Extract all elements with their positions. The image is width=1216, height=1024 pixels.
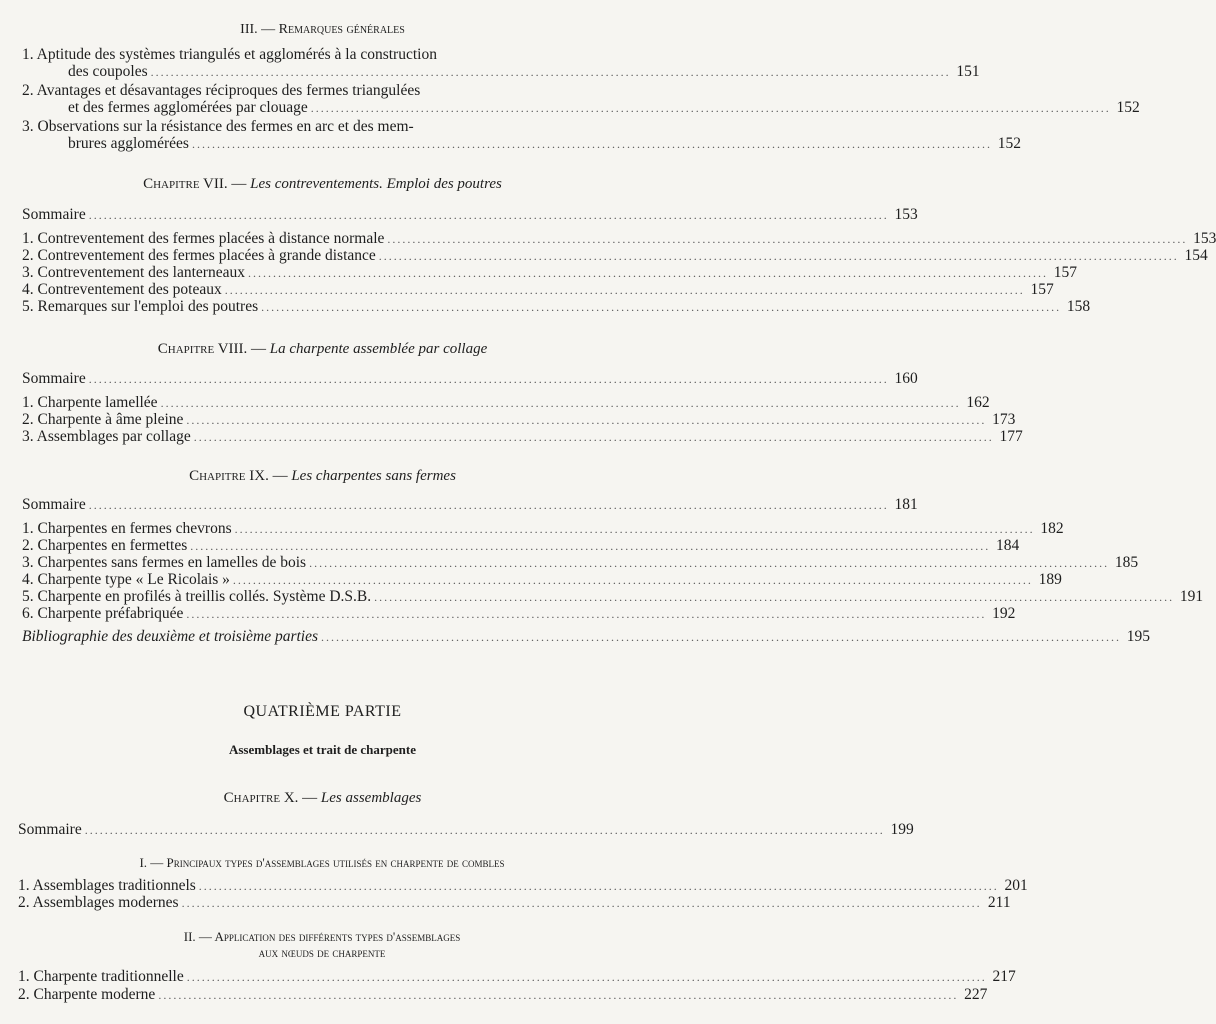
entry-label: 2. Charpentes en fermettes: [22, 537, 188, 554]
page-number: 192: [992, 605, 1016, 622]
page-number: 185: [1114, 554, 1139, 571]
part-subtitle: Assemblages et trait de charpente: [228, 742, 416, 757]
toc-entry: [22, 554, 1139, 572]
section-heading: III. — Remarques générales: [240, 22, 405, 37]
page-number: 217: [992, 968, 1016, 985]
toc-entry: [22, 496, 918, 514]
entry-label: 1. Assemblages traditionnels: [18, 877, 196, 894]
dot-leader: ................................................................................................................................................................: [232, 573, 1033, 587]
entry-label: 5. Charpente en profilés à treillis collés. Système D.S.B.: [22, 588, 372, 605]
entry-label: Sommaire: [22, 206, 86, 223]
page-number: 191: [1179, 588, 1204, 605]
page-number: 152: [997, 135, 1021, 152]
dot-leader: ................................................................................................................................................................: [186, 607, 987, 621]
toc-entry: [18, 894, 1011, 912]
entry-label: 2. Charpente moderne: [18, 986, 156, 1003]
chapter-title: Les contreventements. Emploi des poutres: [250, 176, 502, 192]
dot-leader: ................................................................................................................................................................: [224, 283, 1025, 297]
entry-label: 6. Charpente préfabriquée: [22, 605, 184, 622]
entry-label: 3. Observations sur la résistance des fermes en arc et des mem-: [22, 118, 414, 135]
toc-entry: [22, 428, 1023, 446]
entry-label-continued: et des fermes agglomérées par clouage: [68, 99, 308, 116]
chapter-heading: [0, 175, 645, 193]
toc-entry: [22, 230, 1216, 248]
entry-label: 2. Avantages et désavantages réciproques des fermes triangulées: [22, 82, 421, 99]
dot-leader: ................................................................................................................................................................: [88, 208, 889, 222]
part-title: QUATRIÈME PARTIE: [243, 703, 402, 720]
toc-entry: [22, 206, 918, 224]
page-number: 158: [1066, 298, 1091, 315]
toc-entry: [22, 118, 1021, 153]
page-number: 181: [894, 496, 918, 513]
entry-label: 2. Charpente à âme pleine: [22, 411, 184, 428]
dot-leader: ................................................................................................................................................................: [387, 232, 1188, 246]
page-number: 157: [1053, 264, 1077, 281]
section-heading: I. — Principaux types d'assemblages utilisés en charpente de combles: [139, 855, 505, 870]
toc-entry: [22, 82, 1140, 117]
page-number: 157: [1030, 281, 1054, 298]
dot-leader: ................................................................................................................................................................: [84, 823, 885, 837]
entry-label: Sommaire: [22, 496, 86, 513]
page-number: 182: [1040, 520, 1064, 537]
page-number: 227: [964, 986, 988, 1003]
entry-label: Sommaire: [18, 821, 82, 838]
entry-label: Bibliographie des deuxième et troisième parties: [22, 628, 319, 645]
entry-label: 3. Assemblages par collage: [22, 428, 191, 445]
dot-leader: ................................................................................................................................................................: [378, 249, 1179, 263]
toc-entry: [22, 298, 1091, 316]
dot-leader: ................................................................................................................................................................: [374, 590, 1175, 604]
dot-leader: ................................................................................................................................................................: [88, 498, 889, 512]
dot-leader: ................................................................................................................................................................: [158, 988, 959, 1002]
dot-leader: ................................................................................................................................................................: [321, 630, 1122, 644]
section-heading-continued: aux nœuds de charpente: [258, 945, 386, 960]
page-number: 153: [1193, 230, 1216, 247]
entry-label: 1. Aptitude des systèmes triangulés et agglomérés à la construction: [22, 46, 437, 63]
dot-leader: ................................................................................................................................................................: [198, 879, 999, 893]
page-number: 177: [999, 428, 1023, 445]
toc-entry: [22, 605, 1016, 623]
chapter-prefix: Chapitre VIII. —: [157, 341, 267, 357]
toc-entry: [22, 520, 1064, 538]
chapter-prefix: Chapitre IX. —: [189, 468, 288, 484]
entry-label: 3. Charpentes sans fermes en lamelles de bois: [22, 554, 307, 571]
toc-entry: [22, 281, 1054, 299]
entry-label: Sommaire: [22, 370, 86, 387]
bibliography-entry: [22, 628, 1151, 646]
dot-leader: ................................................................................................................................................................: [191, 137, 992, 151]
dot-leader: ................................................................................................................................................................: [181, 896, 982, 910]
entry-label: 1. Charpente traditionnelle: [18, 968, 184, 985]
toc-entry: [22, 264, 1077, 282]
dot-leader: ................................................................................................................................................................: [193, 430, 994, 444]
toc-entry: [22, 247, 1208, 265]
page-number: 184: [996, 537, 1020, 554]
dot-leader: ................................................................................................................................................................: [190, 539, 991, 553]
chapter-title: La charpente assemblée par collage: [269, 341, 488, 357]
chapter-title: Les charpentes sans fermes: [291, 468, 456, 484]
toc-entry: [18, 877, 1028, 895]
page-number: 160: [894, 370, 918, 387]
toc-entry: [18, 986, 988, 1004]
entry-label-continued: des coupoles: [68, 63, 148, 80]
entry-label: 4. Contreventement des poteaux: [22, 281, 222, 298]
page-number: 195: [1126, 628, 1151, 645]
dot-leader: ................................................................................................................................................................: [234, 522, 1035, 536]
toc-entry: [18, 968, 1016, 986]
toc-entry: [22, 537, 1020, 555]
entry-label: 1. Charpente lamellée: [22, 394, 158, 411]
toc-entry: [22, 46, 980, 81]
page-number: 162: [966, 394, 990, 411]
entry-label: 2. Assemblages modernes: [18, 894, 179, 911]
entry-label: 3. Contreventement des lanterneaux: [22, 264, 245, 281]
toc-entry: [22, 394, 990, 412]
entry-label: 1. Contreventement des fermes placées à distance normale: [22, 230, 385, 247]
dot-leader: ................................................................................................................................................................: [309, 556, 1110, 570]
section-heading: II. — Application des différents types d'assemblages: [183, 929, 461, 944]
entry-label: 2. Contreventement des fermes placées à grande distance: [22, 247, 376, 264]
entry-label: 1. Charpentes en fermes chevrons: [22, 520, 232, 537]
dot-leader: ................................................................................................................................................................: [186, 970, 987, 984]
dot-leader: ................................................................................................................................................................: [247, 266, 1048, 280]
toc-entry: [22, 588, 1204, 606]
dot-leader: ................................................................................................................................................................: [186, 413, 987, 427]
toc-entry: [22, 411, 1016, 429]
dot-leader: ................................................................................................................................................................: [261, 300, 1062, 314]
entry-label: 4. Charpente type « Le Ricolais »: [22, 571, 230, 588]
page-number: 201: [1004, 877, 1028, 894]
page-number: 154: [1184, 247, 1208, 264]
entry-label: 5. Remarques sur l'emploi des poutres: [22, 298, 259, 315]
chapter-heading: [0, 467, 645, 485]
chapter-prefix: Chapitre X. —: [223, 790, 318, 806]
page-number: 189: [1038, 571, 1062, 588]
toc-entry: [22, 370, 918, 388]
page-number: 173: [992, 411, 1016, 428]
chapter-heading: [0, 340, 645, 358]
page-number: 199: [890, 821, 914, 838]
dot-leader: ................................................................................................................................................................: [150, 65, 951, 79]
chapter-prefix: Chapitre VII. —: [143, 176, 247, 192]
toc-entry: [22, 571, 1062, 589]
chapter-heading: [0, 789, 645, 807]
page-number: 211: [987, 894, 1011, 911]
toc-entry: [18, 821, 914, 839]
page-number: 151: [956, 63, 980, 80]
dot-leader: ................................................................................................................................................................: [160, 396, 961, 410]
dot-leader: ................................................................................................................................................................: [88, 372, 889, 386]
chapter-title: Les assemblages: [320, 790, 422, 806]
page-number: 152: [1116, 99, 1140, 116]
page-number: 153: [894, 206, 918, 223]
dot-leader: ................................................................................................................................................................: [310, 101, 1111, 115]
entry-label-continued: brures agglomérées: [68, 135, 189, 152]
